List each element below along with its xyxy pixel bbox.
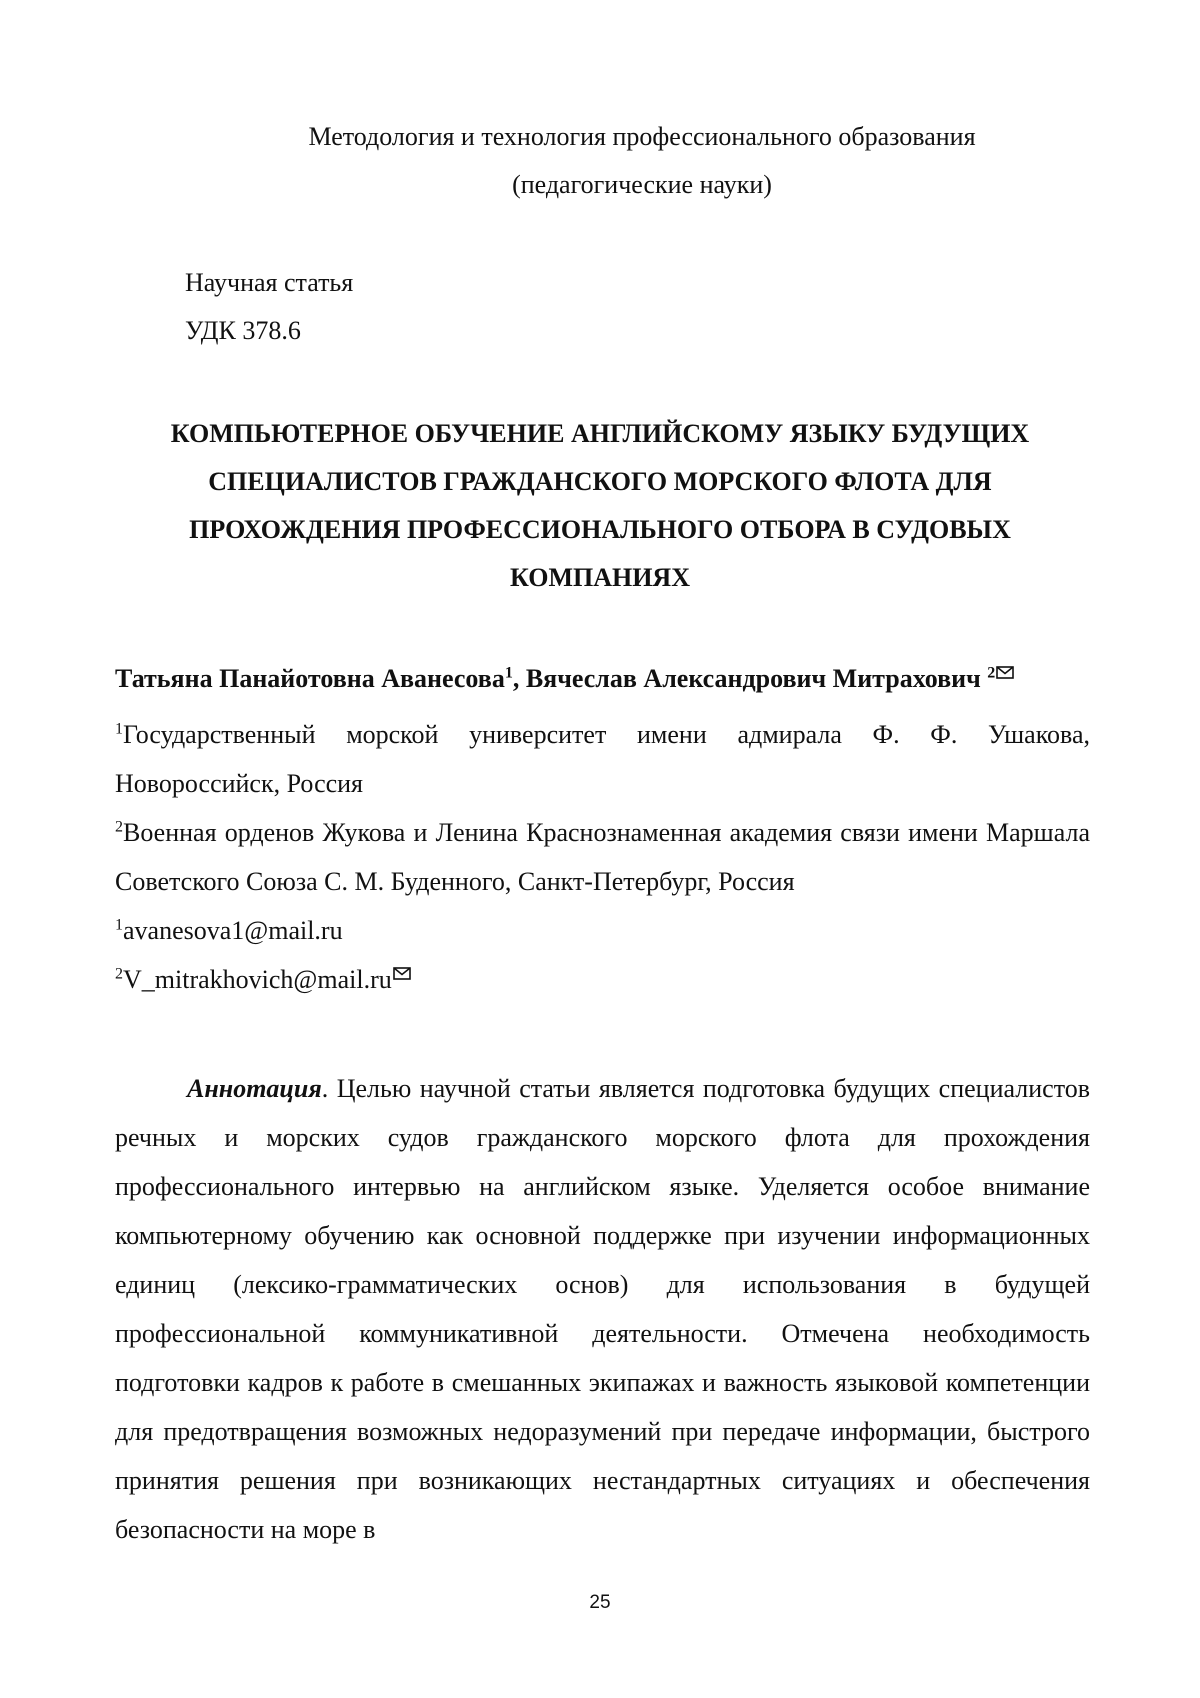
article-title [110, 410, 1090, 602]
abstract-label: Аннотация [187, 1074, 322, 1103]
journal-section-subtitle: (педагогические науки) [512, 170, 772, 199]
journal-section-title: Методология и технология профессионального образования [308, 122, 976, 151]
email-1-address[interactable]: avanesova1@mail.ru [123, 916, 343, 945]
email-2 [115, 955, 1090, 1004]
affiliation-2-text: Военная орденов Жукова и Ленина Краснознаменная академия связи имени Маршала Советского Союза С. М. Буденного, Санкт-Петербург, Россия [115, 818, 1090, 896]
authors-separator: , [512, 664, 526, 693]
email-1 [115, 906, 1090, 955]
affiliation-2 [115, 808, 1090, 906]
title-line: СПЕЦИАЛИСТОВ ГРАЖДАНСКОГО МОРСКОГО ФЛОТА ДЛЯ [208, 467, 992, 496]
article-type: Научная статья [185, 268, 354, 297]
affiliation-2-mark: 2 [115, 818, 123, 836]
email-2-address[interactable]: V_mitrakhovich@mail.ru [123, 965, 392, 994]
email-1-mark: 1 [115, 916, 123, 934]
affiliation-1-mark: 1 [115, 720, 123, 738]
email-2-mark: 2 [115, 965, 123, 983]
author-1-mark: 1 [504, 664, 513, 682]
affiliation-1 [115, 710, 1090, 808]
title-line: ПРОХОЖДЕНИЯ ПРОФЕССИОНАЛЬНОГО ОТБОРА В СУДОВЫХ [189, 515, 1011, 544]
author-2-mark: 2 [987, 664, 996, 682]
abstract-paragraph [115, 1064, 1090, 1554]
title-line: КОМПЬЮТЕРНОЕ ОБУЧЕНИЕ АНГЛИЙСКОМУ ЯЗЫКУ БУДУЩИХ [170, 419, 1030, 448]
affiliation-1-text: Государственный морской университет имени адмирала Ф. Ф. Ушакова, Новороссийск, Россия [115, 720, 1090, 798]
author-2-name: Вячеслав Александрович Митрахович [525, 664, 981, 693]
abstract-text: . Целью научной статьи является подготовка будущих специалистов речных и морских судов гражданского морского флота для прохождения профессионального интервью на английском языке. Уделяется особое внимание компьютерному обучению как основной поддержке при изучении информационных единиц (лексико-грамматических основ) для использования в будущей профессиональной коммуникативной деятельности. Отмечена необходимость подготовки кадров к работе в смешанных экипажах и важность языковой компетенции для предотвращения возможных недоразумений при передаче информации, быстрого принятия решения при возникающих нестандартных ситуациях и обеспечения безопасности на море в [115, 1074, 1090, 1544]
udk-code: УДК 378.6 [185, 316, 301, 345]
envelope-icon [996, 666, 1014, 679]
title-line: КОМПАНИЯХ [510, 563, 690, 592]
author-1-name: Татьяна Панайотовна Аванесова [115, 664, 505, 693]
authors-line [115, 664, 1014, 694]
envelope-icon [393, 967, 411, 980]
page-number: 25 [589, 1592, 611, 1613]
